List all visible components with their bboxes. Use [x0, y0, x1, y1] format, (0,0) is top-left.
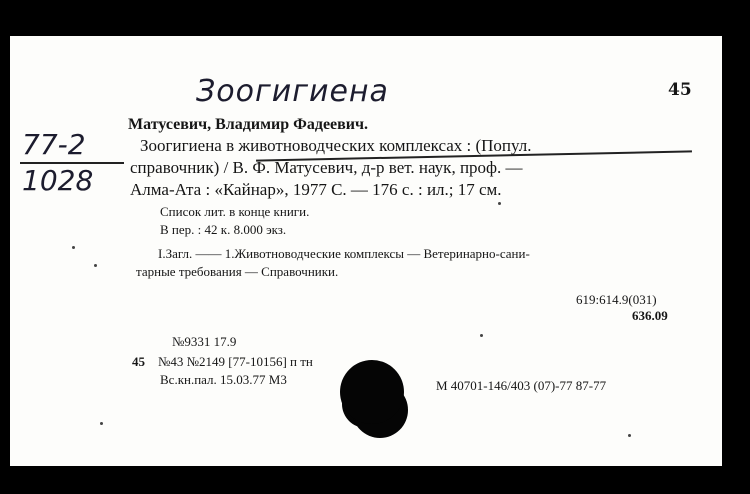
catalog-code: М 40701-146/403 (07)-77 87-77 — [436, 378, 607, 393]
speck — [480, 334, 483, 337]
price-note: В пер. : 42 к. 8.000 экз. — [160, 222, 287, 237]
page-number: 45 — [668, 80, 692, 100]
author-heading: Матусевич, Владимир Фадеевич. — [128, 116, 369, 133]
call-number-top: 77-2 — [22, 128, 86, 161]
speck — [72, 246, 75, 249]
ink-blot — [340, 360, 404, 424]
title-line-3: Алма-Ата : «Кайнар», 1977 С. — 176 с. : ил.; 17 см. — [130, 180, 502, 199]
speck — [100, 422, 103, 425]
accession-line-3: Вс.кн.пал. 15.03.77 М3 — [160, 372, 287, 387]
title-line-2: справочник) / В. Ф. Матусевич, д-р вет. наук, проф. — — [130, 158, 523, 177]
scan-edge-top — [0, 0, 750, 36]
title-line-1: Зоогигиена в животноводческих комплексах : (Попул. — [140, 136, 532, 155]
subjects-line-1: I.Загл. —— 1.Животноводческие комплексы — Ветеринарно-сани- — [158, 246, 530, 261]
speck — [628, 434, 631, 437]
call-number-bottom: 1028 — [22, 164, 94, 197]
udc-line-2: 636.09 — [632, 308, 668, 323]
scan-edge-right — [722, 0, 750, 494]
speck — [498, 202, 501, 205]
scan-edge-bottom — [0, 466, 750, 494]
scan-edge-left — [0, 0, 10, 494]
speck — [94, 264, 97, 267]
accession-line-1: №9331 17.9 — [172, 334, 237, 349]
bibliography-note: Список лит. в конце книги. — [160, 204, 310, 219]
handwritten-title: Зоогигиена — [196, 74, 389, 109]
accession-prefix: 45 — [132, 354, 145, 369]
accession-line-2: №43 №2149 [77-10156] п тн — [158, 354, 313, 369]
udc-line-1: 619:614.9(031) — [576, 292, 657, 307]
subjects-line-2: тарные требования — Справочники. — [136, 264, 339, 279]
